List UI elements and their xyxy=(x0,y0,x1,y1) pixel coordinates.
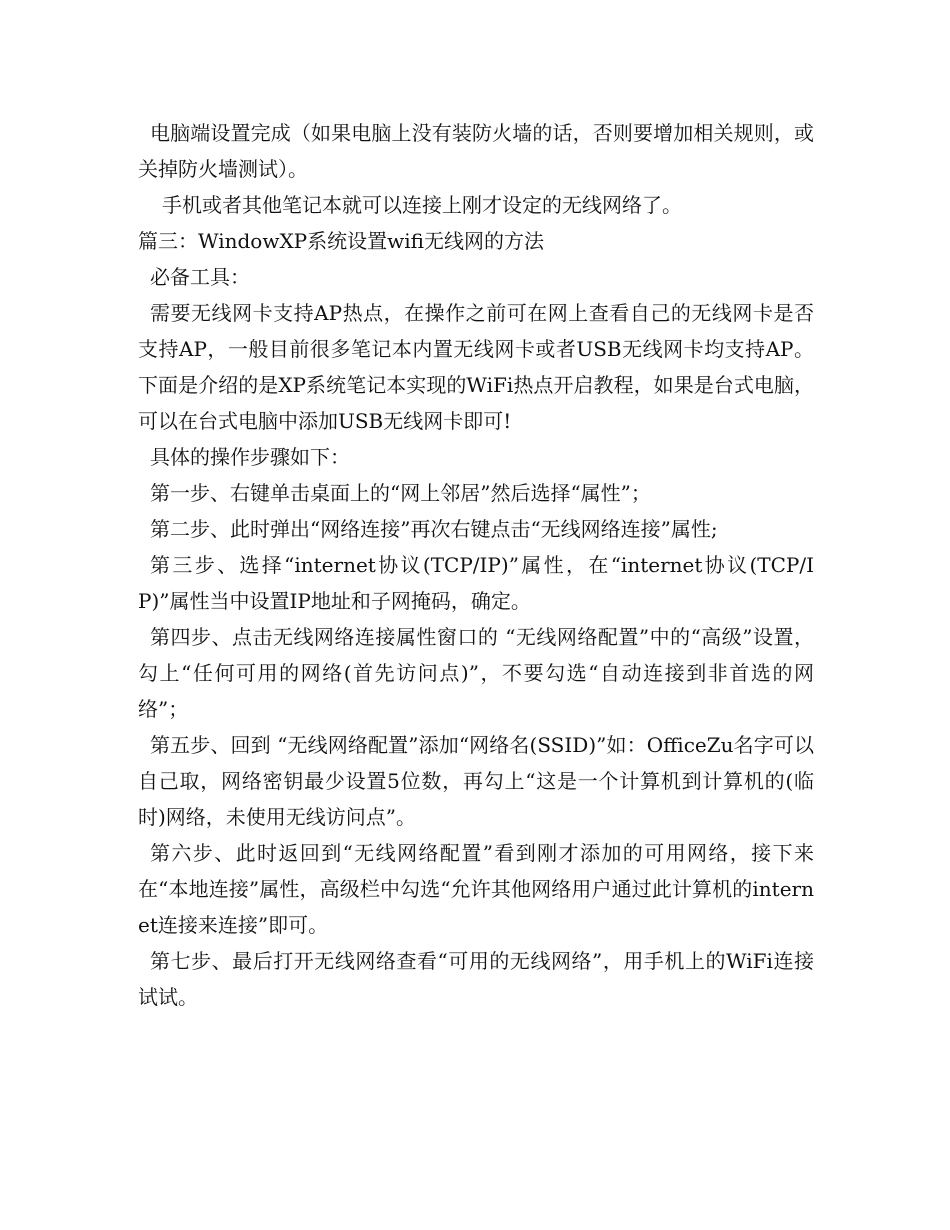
paragraph-step-2: 第二步、此时弹出“网络连接”再次右键点击“无线网络连接”属性; xyxy=(150,517,718,541)
paragraph-phone-connect: 手机或者其他笔记本就可以连接上刚才设定的无线网络了。 xyxy=(162,193,682,217)
paragraph-step-1: 第一步、右键单击桌面上的“网上邻居”然后选择“属性”； xyxy=(150,481,651,505)
paragraph-ap-requirement: 需要无线网卡支持AP热点，在操作之前可在网上查看自己的无线网卡是否支持AP，一般目前很多笔记本内置无线网卡或者USB无线网卡均支持AP。下面是介绍的是XP系统笔记本实现的WiFi热点开启教程，如果是台式电脑，可以在台式电脑中添加USB无线网卡即可! xyxy=(138,301,814,433)
paragraph-step-5: 第五步、回到 “无线网络配置”添加“网络名(SSID)”如：OfficeZu名字可以自己取，网络密钥最少设置5位数，再勾上“这是一个计算机到计算机的(临时)网络，未使用无线访问点”。 xyxy=(138,733,814,829)
paragraph-step-4: 第四步、点击无线网络连接属性窗口的 “无线网络配置”中的“高级”设置，勾上“任何可用的网络(首先访问点)”，不要勾选“自动连接到非首选的网络”； xyxy=(138,625,814,721)
paragraph-required-tools: 必备工具： xyxy=(150,265,250,289)
paragraph-steps-intro: 具体的操作步骤如下： xyxy=(150,445,350,469)
section-heading-part-three: 篇三：WindowXP系统设置wifi无线网的方法 xyxy=(138,229,544,253)
paragraph-step-7: 第七步、最后打开无线网络查看“可用的无线网络”，用手机上的WiFi连接试试。 xyxy=(138,949,814,1009)
document-body xyxy=(138,115,814,1015)
paragraph-pc-setup-done: 电脑端设置完成（如果电脑上没有装防火墙的话，否则要增加相关规则，或关掉防火墙测试）。 xyxy=(138,121,814,181)
paragraph-step-3: 第三步、选择“internet协议(TCP/IP)”属性，在“internet协议(TCP/IP)”属性当中设置IP地址和子网掩码，确定。 xyxy=(138,553,814,613)
paragraph-step-6: 第六步、此时返回到“无线网络配置”看到刚才添加的可用网络，接下来在“本地连接”属性，高级栏中勾选“允许其他网络用户通过此计算机的internet连接来连接”即可。 xyxy=(138,841,814,937)
